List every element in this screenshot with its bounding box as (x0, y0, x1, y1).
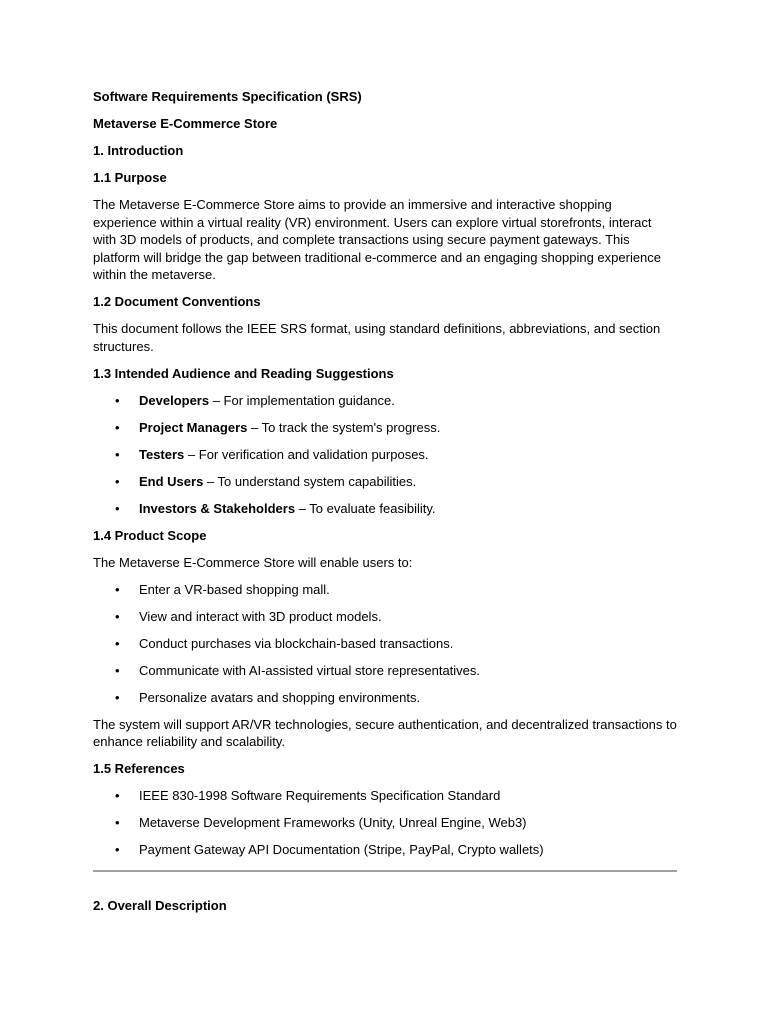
list-item (93, 635, 677, 653)
audience-heading: 1.3 Intended Audience and Reading Suggestions (93, 365, 394, 381)
list-item (93, 814, 677, 832)
reference-item-text: IEEE 830-1998 Software Requirements Specification Standard (139, 788, 501, 803)
bullet-icon: • (115, 581, 120, 597)
bullet-icon: • (115, 392, 120, 408)
reference-item-text: Metaverse Development Frameworks (Unity, Unreal Engine, Web3) (139, 815, 527, 830)
list-item (93, 419, 677, 437)
document-subtitle: Metaverse E-Commerce Store (93, 116, 278, 131)
list-item (93, 689, 677, 707)
audience-list (93, 392, 677, 518)
bullet-icon: • (115, 662, 120, 678)
audience-term: Project Managers (139, 419, 248, 435)
list-item (93, 787, 677, 805)
audience-desc: – To understand system capabilities. (203, 473, 417, 489)
section-2-heading: 2. Overall Description (93, 897, 227, 913)
reference-item-text: Payment Gateway API Documentation (Stripe, PayPal, Crypto wallets) (139, 842, 544, 857)
list-item (93, 581, 677, 599)
scope-item-text: Personalize avatars and shopping environments. (139, 689, 421, 705)
scope-intro: The Metaverse E-Commerce Store will enable users to: (93, 554, 413, 570)
bullet-icon: • (115, 842, 120, 857)
references-heading: 1.5 References (93, 761, 185, 776)
bullet-icon: • (115, 446, 120, 462)
list-item (93, 608, 677, 626)
scope-list (93, 581, 677, 707)
purpose-heading: 1.1 Purpose (93, 170, 167, 185)
list-item (93, 500, 677, 518)
bullet-icon: • (115, 500, 120, 516)
list-item (93, 446, 677, 464)
bullet-icon: • (115, 788, 120, 803)
scope-item-text: Enter a VR-based shopping mall. (139, 581, 330, 597)
scope-heading: 1.4 Product Scope (93, 527, 207, 543)
list-item (93, 841, 677, 859)
scope-closing-paragraph: The system will support AR/VR technologies, secure authentication, and decentralized transactions to enhance reliability and scalability. (93, 716, 677, 749)
purpose-paragraph: The Metaverse E-Commerce Store aims to provide an immersive and interactive shopping experience within a virtual reality (VR) environment. Users can explore virtual storefronts, interact with 3D models of products, and complete transactions using secure payment gateways. This platform will bridge the gap between traditional e-commerce and an engaging shopping experience within the metaverse. (93, 197, 662, 282)
audience-term: End Users (139, 473, 204, 489)
conventions-heading: 1.2 Document Conventions (93, 294, 261, 309)
list-item (93, 392, 677, 410)
scope-item-text: View and interact with 3D product models. (139, 608, 382, 624)
scope-item-text: Conduct purchases via blockchain-based transactions. (139, 635, 454, 651)
audience-desc: – For implementation guidance. (209, 392, 395, 408)
references-list (93, 787, 677, 859)
audience-term: Testers (139, 446, 185, 462)
audience-desc: – For verification and validation purposes. (184, 446, 429, 462)
bullet-icon: • (115, 635, 120, 651)
bullet-icon: • (115, 419, 120, 435)
bullet-icon: • (115, 815, 120, 830)
list-item (93, 662, 677, 680)
bullet-icon: • (115, 608, 120, 624)
audience-term: Developers (139, 392, 210, 408)
horizontal-divider (93, 870, 677, 872)
bullet-icon: • (115, 473, 120, 489)
audience-desc: – To track the system's progress. (247, 419, 441, 435)
audience-term: Investors & Stakeholders (139, 500, 296, 516)
audience-desc: – To evaluate feasibility. (295, 500, 436, 516)
document-page (93, 88, 677, 924)
conventions-paragraph: This document follows the IEEE SRS format, using standard definitions, abbreviations, and section structures. (93, 321, 661, 354)
list-item (93, 473, 677, 491)
bullet-icon: • (115, 689, 120, 705)
scope-item-text: Communicate with AI-assisted virtual store representatives. (139, 662, 481, 678)
section-1-heading: 1. Introduction (93, 143, 184, 158)
document-title: Software Requirements Specification (SRS) (93, 89, 362, 104)
